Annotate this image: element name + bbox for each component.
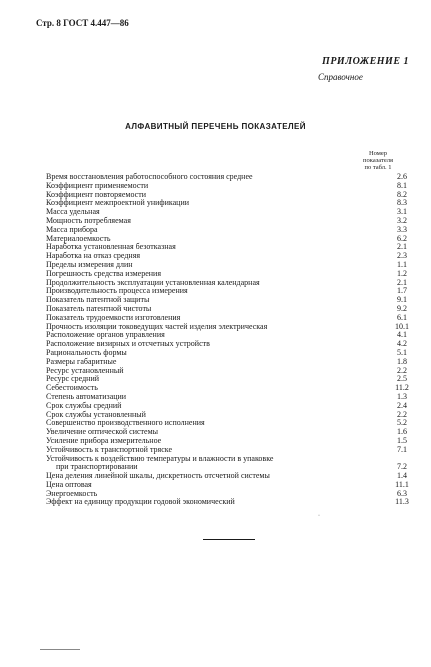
small-mark: · xyxy=(318,513,320,519)
indicator-number: 10.1 xyxy=(395,321,409,331)
indicator-name-line: Коэффициент повторяемости xyxy=(46,189,146,199)
indicator-name-line: Устойчивость к воздействию температуры и влажности в упаковке xyxy=(46,453,274,463)
indicator-number: 4.2 xyxy=(397,339,407,349)
indicator-name-line: Расположение визирных и отсчетных устройств xyxy=(46,339,210,349)
indicator-number: 11.2 xyxy=(395,383,409,393)
indicator-number: 2.3 xyxy=(397,251,407,261)
column-header xyxy=(342,150,414,171)
indicator-number: 8.1 xyxy=(397,180,407,190)
indicator-name-line: Ресурс средний xyxy=(46,374,99,384)
scan-mark xyxy=(40,649,80,650)
indicator-name-line: Ресурс установленный xyxy=(46,365,124,375)
indicator-number: 9.2 xyxy=(397,303,407,313)
indicator-name-line: Эффект на единицу продукции годовой экономический xyxy=(46,497,235,507)
indicator-name-line: Себестоимость xyxy=(46,383,98,393)
indicator-name-line: Срок службы установленный xyxy=(46,409,146,419)
indicator-number: 1.7 xyxy=(397,286,407,296)
indicator-name-line: Пределы измерения длин xyxy=(46,259,133,269)
indicator-number: 8.2 xyxy=(397,189,407,199)
indicator-number: 1.6 xyxy=(397,427,407,437)
indicator-number: 3.3 xyxy=(397,224,407,234)
indicator-name-line: Размеры габаритные xyxy=(46,356,117,366)
indicator-number: 5.2 xyxy=(397,418,407,428)
indicator-number: 1.8 xyxy=(397,356,407,366)
page-header: Стр. 8 ГОСТ 4.447—86 xyxy=(36,18,129,28)
indicator-list xyxy=(46,173,414,507)
indicator-number: 1.3 xyxy=(397,391,407,401)
indicator-name-line: Наработка установленная безотказная xyxy=(46,242,176,252)
indicator-name-line: Увеличение оптической системы xyxy=(46,427,159,437)
indicator-name-line: Энергоемкость xyxy=(46,488,98,498)
indicator-name-line: Масса прибора xyxy=(46,224,98,234)
indicator-number: 5.1 xyxy=(397,347,407,357)
indicator-name-line: Наработка на отказ средняя xyxy=(46,251,141,261)
indicator-number: 6.2 xyxy=(397,233,407,243)
list-item xyxy=(46,199,414,208)
indicator-name-line: Показатель патентной защиты xyxy=(46,295,150,305)
indicator-name-line: Мощность потребляемая xyxy=(46,215,131,225)
indicator-number: 2.4 xyxy=(397,400,407,410)
indicator-name-line: Срок службы средний xyxy=(46,400,122,410)
indicator-number: 6.1 xyxy=(397,312,407,322)
indicator-number: 3.2 xyxy=(397,215,407,225)
indicator-number: 9.1 xyxy=(397,295,407,305)
appendix-subtitle: Справочное xyxy=(318,72,363,82)
indicator-number: 2.6 xyxy=(397,172,407,181)
indicator-name-line: Показатель трудоемкости изготовления xyxy=(46,312,181,322)
indicator-number: 1.4 xyxy=(397,471,407,481)
list-item xyxy=(46,375,414,384)
indicator-number: 3.1 xyxy=(397,207,407,217)
indicator-name-line: Продолжительность эксплуатации установленная календарная xyxy=(46,277,260,287)
document-title: АЛФАВИТНЫЙ ПЕРЕЧЕНЬ ПОКАЗАТЕЛЕЙ xyxy=(125,122,306,131)
indicator-number: 6.3 xyxy=(397,488,407,498)
list-item xyxy=(46,481,414,490)
indicator-name-line: Показатель патентной чистоты xyxy=(46,303,152,313)
list-item xyxy=(46,455,414,473)
indicator-name-line: Масса удельная xyxy=(46,207,100,217)
indicator-number: 2.2 xyxy=(397,409,407,419)
indicator-name xyxy=(46,498,235,507)
indicator-name-line: Степень автоматизации xyxy=(46,391,127,401)
indicator-number: 4.1 xyxy=(397,330,407,340)
indicator-number: 2.5 xyxy=(397,374,407,384)
appendix-title: ПРИЛОЖЕНИЕ 1 xyxy=(322,56,409,67)
indicator-name-line: Усиление прибора измерительное xyxy=(46,435,162,445)
indicator-name-line: Прочность изоляции токоведущих частей изделия электрическая xyxy=(46,321,268,331)
column-header-line: показателя xyxy=(363,157,393,164)
indicator-number: 2.1 xyxy=(397,242,407,252)
list-item xyxy=(46,217,414,226)
indicator-name-line: Расположение органов управления xyxy=(46,330,165,340)
indicator-number: 1.5 xyxy=(397,435,407,445)
indicator-name-line: Устойчивость к транспортной тряске xyxy=(46,444,173,454)
indicator-name-line: Материалоемкость xyxy=(46,233,111,243)
indicator-number: 7.1 xyxy=(397,444,407,454)
column-header-line: Номер xyxy=(368,150,388,157)
indicator-name-line: Цена оптовая xyxy=(46,479,92,489)
indicator-number: 11.1 xyxy=(395,479,409,489)
indicator-name-line: при транспортировании xyxy=(56,462,138,472)
indicator-number: 11.3 xyxy=(395,497,409,507)
indicator-name-line: Время восстановления работоспособного состояния среднее xyxy=(46,172,253,181)
list-item xyxy=(46,472,414,481)
column-header-line: по табл. 1 xyxy=(364,164,392,171)
indicator-number: 1.2 xyxy=(397,268,407,278)
end-rule xyxy=(203,539,255,540)
indicator-name-line: Коэффициент межпроектной унификации xyxy=(46,198,190,208)
list-item xyxy=(46,367,414,376)
indicator-name-line: Рациональность формы xyxy=(46,347,127,357)
indicator-number: 8.3 xyxy=(397,198,407,208)
list-item xyxy=(46,498,414,507)
indicator-number: 2.2 xyxy=(397,365,407,375)
indicator-name-line: Производительность процесса измерения xyxy=(46,286,188,296)
indicator-name-line: Погрешность средства измерения xyxy=(46,268,162,278)
indicator-name xyxy=(46,455,273,473)
indicator-name-line: Цена деления линейной шкалы, дискретность отсчетной системы xyxy=(46,471,270,481)
indicator-name-line: Совершенство производственного исполнения xyxy=(46,418,205,428)
indicator-number: 7.2 xyxy=(397,462,407,472)
indicator-number: 2.1 xyxy=(397,277,407,287)
indicator-number: 1.1 xyxy=(397,259,407,269)
indicator-name-line: Коэффициент применяемости xyxy=(46,180,149,190)
